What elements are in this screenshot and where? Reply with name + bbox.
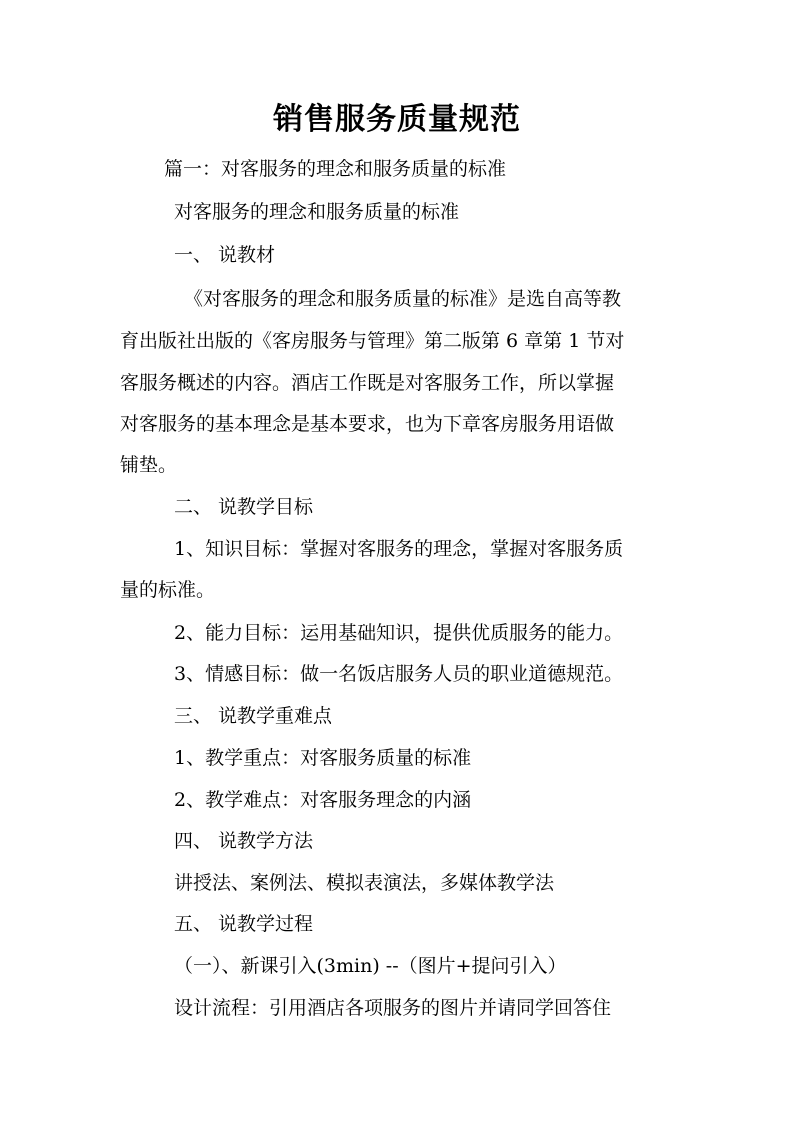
subsection-heading: （一）、新课引入(3min) --（图片+提问引入） bbox=[174, 955, 567, 977]
paragraph-line: 设计流程：引用酒店各项服务的图片并请同学回答住 bbox=[174, 997, 612, 1019]
section-heading: 二、 说教学目标 bbox=[174, 496, 314, 518]
paragraph-line: 《对客服务的理念和服务质量的标准》是选自高等教 bbox=[184, 288, 622, 310]
document-title: 销售服务质量规范 bbox=[273, 102, 521, 137]
section-heading: 五、 说教学过程 bbox=[174, 913, 314, 935]
list-item: 2、教学难点：对客服务理念的内涵 bbox=[174, 789, 472, 811]
section-heading: 三、 说教学重难点 bbox=[174, 705, 333, 727]
paragraph-line: 量的标准。 bbox=[120, 579, 216, 601]
section-heading: 篇一：对客服务的理念和服务质量的标准 bbox=[164, 158, 507, 180]
paragraph-line: 讲授法、案例法、模拟表演法，多媒体教学法 bbox=[174, 872, 555, 894]
paragraph-line: 育出版社出版的《客房服务与管理》第二版第 6 章第 1 节对 bbox=[120, 330, 625, 352]
list-item: 3、情感目标：做一名饭店服务人员的职业道德规范。 bbox=[174, 663, 624, 685]
paragraph-line: 对客服务的基本理念是基本要求，也为下章客房服务用语做 bbox=[120, 413, 615, 435]
section-heading: 一、 说教材 bbox=[174, 244, 276, 266]
list-item: 1、教学重点：对客服务质量的标准 bbox=[174, 747, 472, 769]
subtitle-line: 对客服务的理念和服务质量的标准 bbox=[174, 201, 460, 223]
section-heading: 四、 说教学方法 bbox=[174, 830, 314, 852]
paragraph-line: 铺垫。 bbox=[120, 454, 178, 476]
list-item: 1、知识目标：掌握对客服务的理念，掌握对客服务质 bbox=[174, 538, 624, 560]
list-item: 2、能力目标：运用基础知识，提供优质服务的能力。 bbox=[174, 622, 624, 644]
paragraph-line: 客服务概述的内容。酒店工作既是对客服务工作，所以掌握 bbox=[120, 372, 615, 394]
